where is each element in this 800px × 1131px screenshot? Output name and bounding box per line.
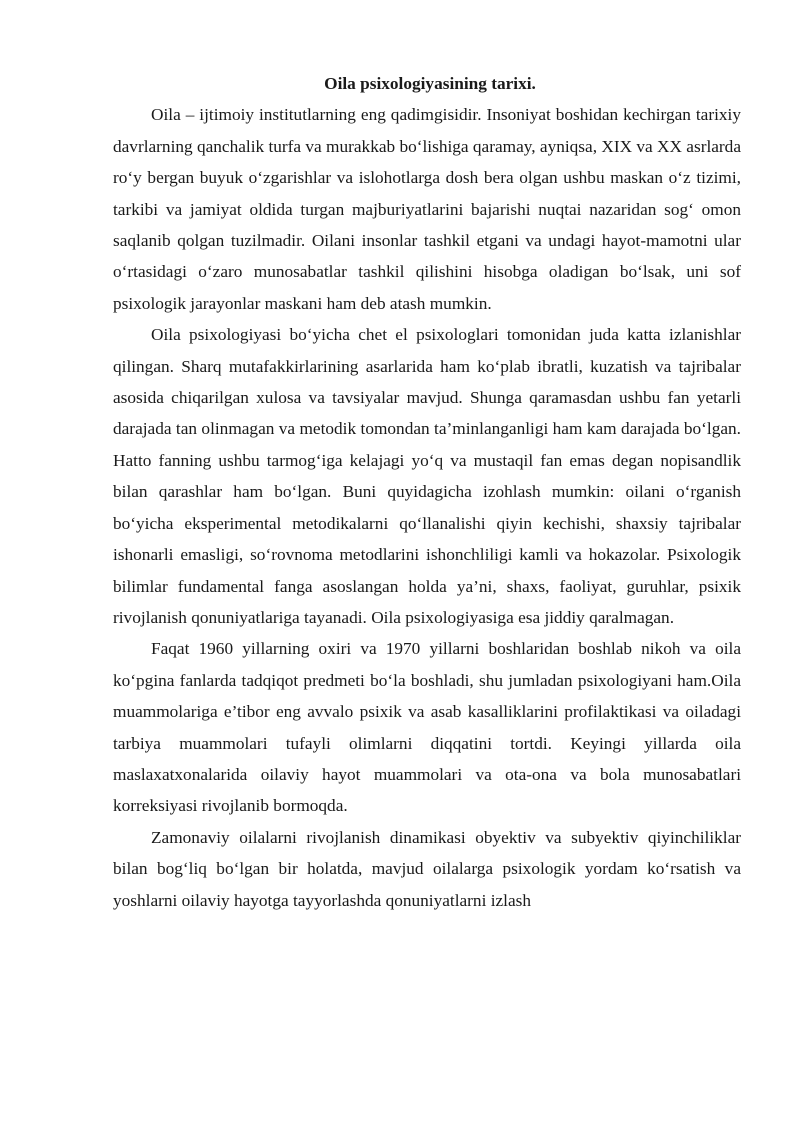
document-title: Oila psixologiyasining tarixi. xyxy=(324,74,536,93)
paragraph-3: Faqat 1960 yillarning oxiri va 1970 yillarni boshlaridan boshlab nikoh va oila ko‘pgina fanlarda tadqiqot predmeti bo‘la boshladi, shu jumladan psixologiyani ham.Oila muammolariga e’tibor eng avvalo psixik va asab kasalliklarini profilaktikasi va oiladagi tarbiya muammolari tufayli olimlarni diqqatini tortdi. Keyingi yillarda oila maslaxatxonalarida oilaviy hayot muammolari va ota-ona va bola munosabatlari korreksiyasi rivojlanib bormoqda. xyxy=(113,639,741,816)
paragraph-1: Oila – ijtimoiy institutlarning eng qadimgisidir. Insoniyat boshidan kechirgan tarixiy davrlarning qanchalik turfa va murakkab bo‘lishiga qaramay, ayniqsa, XIX va XX asrlarda ro‘y bergan buyuk o‘zgarishlar va islohotlarga dosh bera olgan ushbu maskan o‘z tizimi, tarkibi va jamiyat oldida turgan majburiyatlarini bajarishi nuqtai nazaridan sog‘ omon saqlanib qolgan tuzilmadir. Oilani insonlar tashkil etgani va undagi hayot-mamotni ular o‘rtasidagi o‘zaro munosabatlar tashkil qilishini hisobga oladigan bo‘lsak, uni sof psixologik jarayonlar maskani ham deb atash mumkin. xyxy=(113,105,741,313)
paragraph-4: Zamonaviy oilalarni rivojlanish dinamikasi obyektiv va subyektiv qiyinchiliklar bilan bog‘liq bo‘lgan bir holatda, mavjud oilalarga psixologik yordam ko‘rsatish va yoshlarni oilaviy hayotga tayyorlashda qonuniyatlarni izlash xyxy=(113,827,741,910)
document-page xyxy=(113,68,741,916)
paragraph-2: Oila psixologiyasi bo‘yicha chet el psixologlari tomonidan juda katta izlanishlar qilingan. Sharq mutafakkirlarining asarlarida ham ko‘plab ibratli, kuzatish va tajribalar asosida chiqarilgan xulosa va tavsiyalar mavjud. Shunga qaramasdan ushbu fan yetarli darajada tan olinmagan va metodik tomondan ta’minlanganligi ham kam darajada bo‘lgan. Hatto fanning ushbu tarmog‘iga kelajagi yo‘q va mustaqil fan emas degan nopisandlik bilan qarashlar ham bo‘lgan. Buni quyidagicha izohlash mumkin: oilani o‘rganish bo‘yicha eksperimental metodikalarni qo‘llanalishi qiyin kechishi, shaxsiy tajribalar ishonarli emasligi, so‘rovnoma metodlarini ishonchliligi kamli va hokazolar. Psixologik bilimlar fundamental fanga asoslangan holda ya’ni, shaxs, faoliyat, guruhlar, psixik rivojlanish qonuniyatlariga tayanadi. Oila psixologiyasiga esa jiddiy qaralmagan. xyxy=(113,325,741,627)
